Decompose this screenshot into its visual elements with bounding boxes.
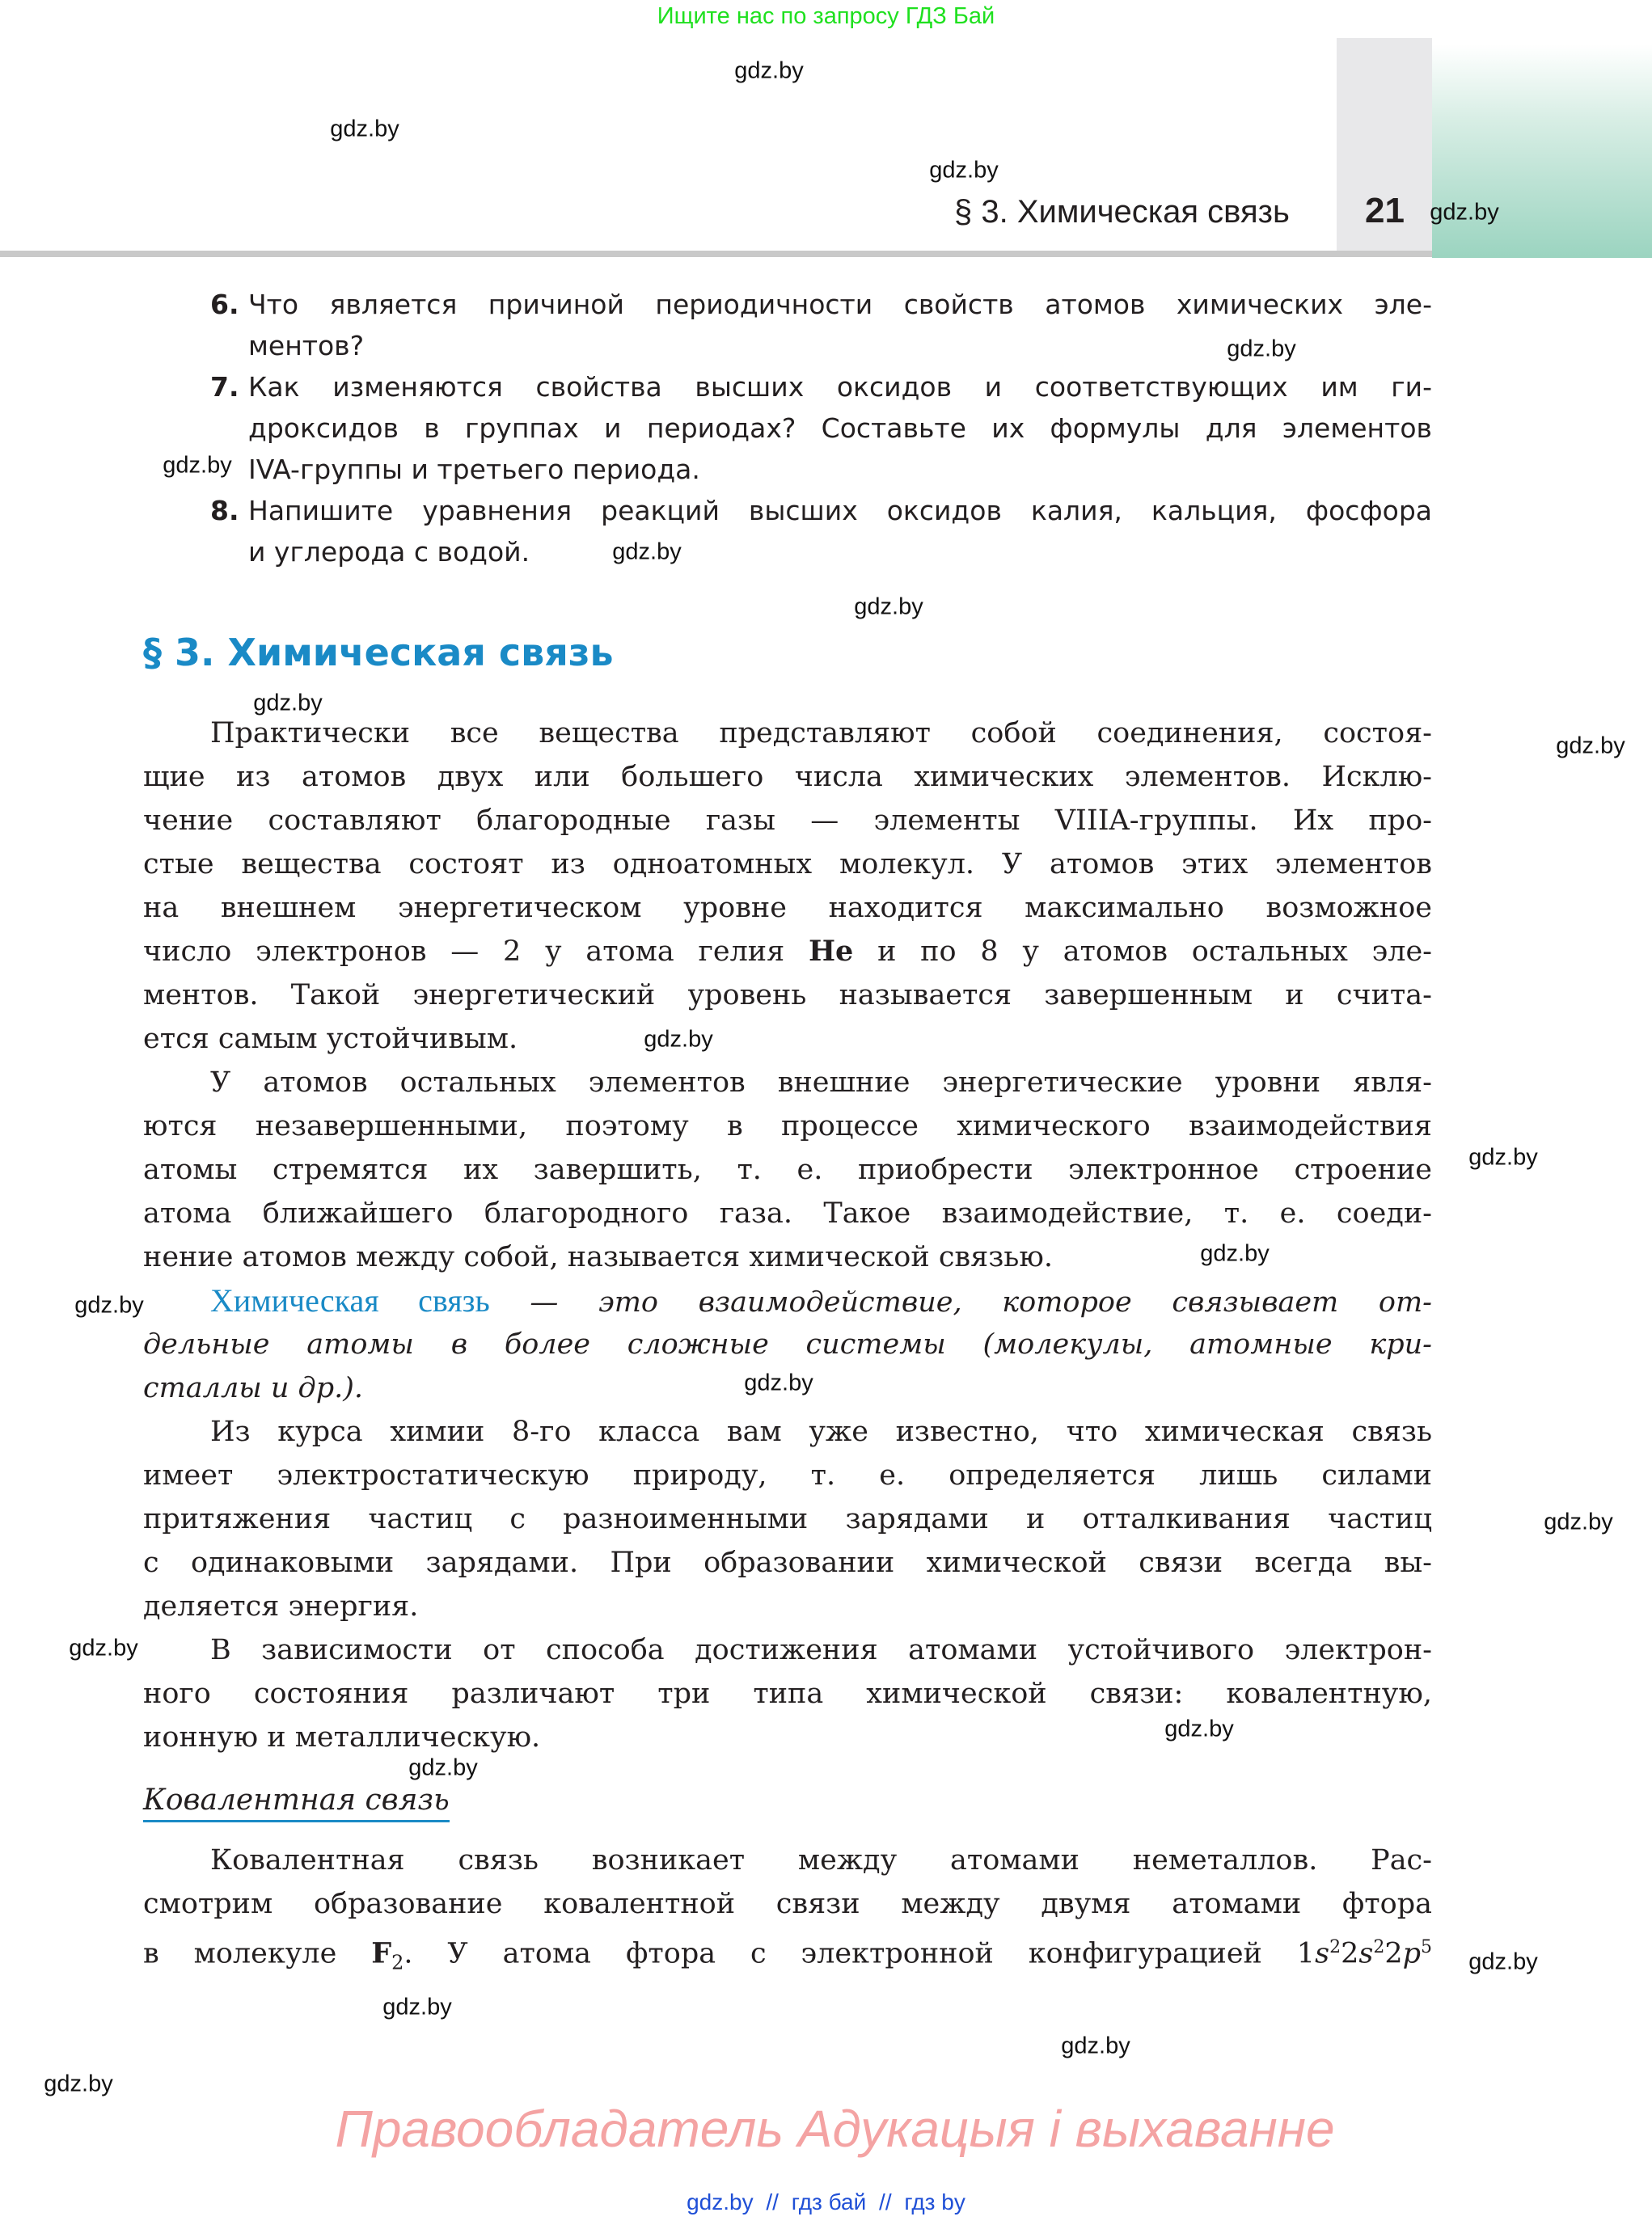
paragraph-line: Практически все вещества представляют собой соединения, состоя- xyxy=(210,717,1432,749)
watermark: gdz.by xyxy=(1227,336,1296,362)
watermark: gdz.by xyxy=(69,1635,138,1661)
copyright-notice: Правообладатель Адукацыя і выхаванне xyxy=(335,2100,1335,2158)
text-segment: 2 xyxy=(391,1951,404,1974)
question-item xyxy=(210,490,1432,572)
paragraph-line xyxy=(143,1279,1432,1323)
question-number: 6. xyxy=(210,289,239,320)
question-item xyxy=(210,366,1432,490)
watermark: gdz.by xyxy=(382,1994,452,2020)
footer-separator: // xyxy=(766,2189,779,2214)
text-segment: p xyxy=(1402,1937,1421,1970)
text-segment: 2 xyxy=(1373,1937,1385,1957)
footer-link-gdz[interactable]: gdz.by xyxy=(687,2189,754,2214)
watermark: gdz.by xyxy=(1468,1144,1538,1171)
watermark: gdz.by xyxy=(330,116,399,142)
paragraph-line: ионную и металлическую. xyxy=(143,1721,541,1754)
paragraph-line: с одинаковыми зарядами. При образовании химической связи всегда вы- xyxy=(143,1547,1432,1579)
watermark: gdz.by xyxy=(1164,1716,1234,1742)
question-line: IVA-группы и третьего периода. xyxy=(248,454,700,485)
text-segment: He xyxy=(808,935,854,968)
text-segment: 2 xyxy=(1341,1937,1359,1970)
section-title: § 3. Химическая связь xyxy=(143,631,614,674)
watermark: gdz.by xyxy=(44,2071,113,2097)
paragraph-line: Из курса химии 8-го класса вам уже известно, что химическая связь xyxy=(210,1416,1432,1448)
watermark: gdz.by xyxy=(253,690,323,716)
text-segment: 5 xyxy=(1421,1937,1432,1957)
text-segment: дельные атомы в более сложные системы (молекулы, атомные кри- xyxy=(143,1328,1432,1361)
paragraph-line: У атомов остальных элементов внешние энергетические уровни явля- xyxy=(210,1066,1432,1099)
page-number: 21 xyxy=(1365,191,1405,230)
question-number: 8. xyxy=(210,495,239,526)
watermark: gdz.by xyxy=(1468,1948,1538,1975)
footer-links xyxy=(0,2189,1652,2215)
paragraph-line: притяжения частиц с разноименными зарядами и отталкивания частиц xyxy=(143,1503,1432,1535)
question-line: дроксидов в группах и периодах? Составьте их формулы для элементов xyxy=(248,412,1432,444)
subheading: Ковалентная связь xyxy=(143,1784,450,1822)
question-line: Что является причиной периодичности свойств атомов химических эле- xyxy=(248,289,1432,320)
paragraph-line: атома ближайшего благородного газа. Такое взаимодействие, т. е. соеди- xyxy=(143,1197,1432,1230)
watermark: gdz.by xyxy=(1556,733,1625,759)
watermark: gdz.by xyxy=(644,1026,713,1053)
watermark: gdz.by xyxy=(1430,199,1499,226)
text-segment: . У атома фтора с электронной конфигурацией 1 xyxy=(403,1937,1316,1970)
text-segment: 2 xyxy=(1329,1937,1341,1957)
watermark: gdz.by xyxy=(854,593,923,620)
paragraph-line: В зависимости от способа достижения атомами устойчивого электрон- xyxy=(210,1634,1432,1666)
paragraph-line: смотрим образование ковалентной связи между двумя атомами фтора xyxy=(143,1888,1432,1920)
paragraph-line: нение атомов между собой, называется химической связью. xyxy=(143,1241,1053,1273)
paragraph-line: ного состояния различают три типа химической связи: ковалентную, xyxy=(143,1678,1432,1710)
paragraph-line: ется самым устойчивым. xyxy=(143,1023,518,1055)
text-segment: F xyxy=(371,1936,392,1970)
running-head: § 3. Химическая связь xyxy=(954,194,1290,230)
paragraph-line: ментов. Такой энергетический уровень называется завершенным и счита- xyxy=(143,979,1432,1011)
term-highlight: Химическая связь xyxy=(210,1282,490,1319)
question-number: 7. xyxy=(210,371,239,403)
body-text xyxy=(143,711,1432,1759)
text-segment: s xyxy=(1315,1937,1330,1970)
paragraph-line: деляется энергия. xyxy=(143,1590,419,1623)
watermark: gdz.by xyxy=(74,1292,144,1319)
watermark: gdz.by xyxy=(734,57,804,84)
paragraph-line: на внешнем энергетическом уровне находится максимально возможное xyxy=(143,892,1432,924)
top-banner: Ищите нас по запросу ГДЗ Бай xyxy=(657,3,995,29)
watermark: gdz.by xyxy=(929,157,999,184)
watermark: gdz.by xyxy=(163,452,232,479)
text-segment: число электронов — 2 у атома гелия xyxy=(143,935,809,968)
watermark: gdz.by xyxy=(612,538,682,565)
footer-link-gdz-bai[interactable]: гдз бай xyxy=(791,2189,867,2214)
question-line: Как изменяются свойства высших оксидов и соответствующих им ги- xyxy=(248,371,1432,403)
question-line: и углерода с водой. xyxy=(248,536,530,568)
paragraph-line: щие из атомов двух или большего числа химических элементов. Исклю- xyxy=(143,761,1432,793)
watermark: gdz.by xyxy=(408,1754,478,1781)
footer-separator: // xyxy=(879,2189,892,2214)
paragraph-line: имеет электростатическую природу, т. е. определяется лишь силами xyxy=(143,1459,1432,1492)
watermark: gdz.by xyxy=(1544,1509,1613,1535)
paragraph-line: Ковалентная связь возникает между атомами неметаллов. Рас- xyxy=(210,1844,1432,1877)
paragraph-line: чение составляют благородные газы — элементы VIIIA-группы. Их про- xyxy=(143,804,1432,837)
question-line: ментов? xyxy=(248,330,365,361)
text-segment: в молекуле xyxy=(143,1937,372,1970)
paragraph-line xyxy=(143,930,1432,973)
text-segment: 2 xyxy=(1384,1937,1403,1970)
watermark: gdz.by xyxy=(744,1370,813,1396)
footer-link-gdz-by[interactable]: гдз by xyxy=(904,2189,965,2214)
text-segment: и по 8 у атомов остальных эле- xyxy=(853,935,1432,968)
text-segment: — это взаимодействие, которое связывает от- xyxy=(489,1286,1432,1319)
watermark: gdz.by xyxy=(1061,2033,1130,2059)
covalent-paragraph xyxy=(143,1839,1432,1974)
watermark: gdz.by xyxy=(1200,1240,1270,1267)
paragraph-line xyxy=(143,1323,1432,1366)
header-divider xyxy=(0,251,1432,257)
text-segment: сталлы и др.). xyxy=(143,1372,364,1404)
paragraph-line xyxy=(143,1926,1432,1974)
paragraph-line: атомы стремятся их завершить, т. е. приобрести электронное строение xyxy=(143,1154,1432,1186)
text-segment: s xyxy=(1358,1937,1374,1970)
question-line: Напишите уравнения реакций высших оксидов калия, кальция, фосфора xyxy=(248,495,1432,526)
paragraph-line: стые вещества состоят из одноатомных молекул. У атомов этих элементов xyxy=(143,848,1432,880)
paragraph-line: ются незавершенными, поэтому в процессе химического взаимодействия xyxy=(143,1110,1432,1142)
